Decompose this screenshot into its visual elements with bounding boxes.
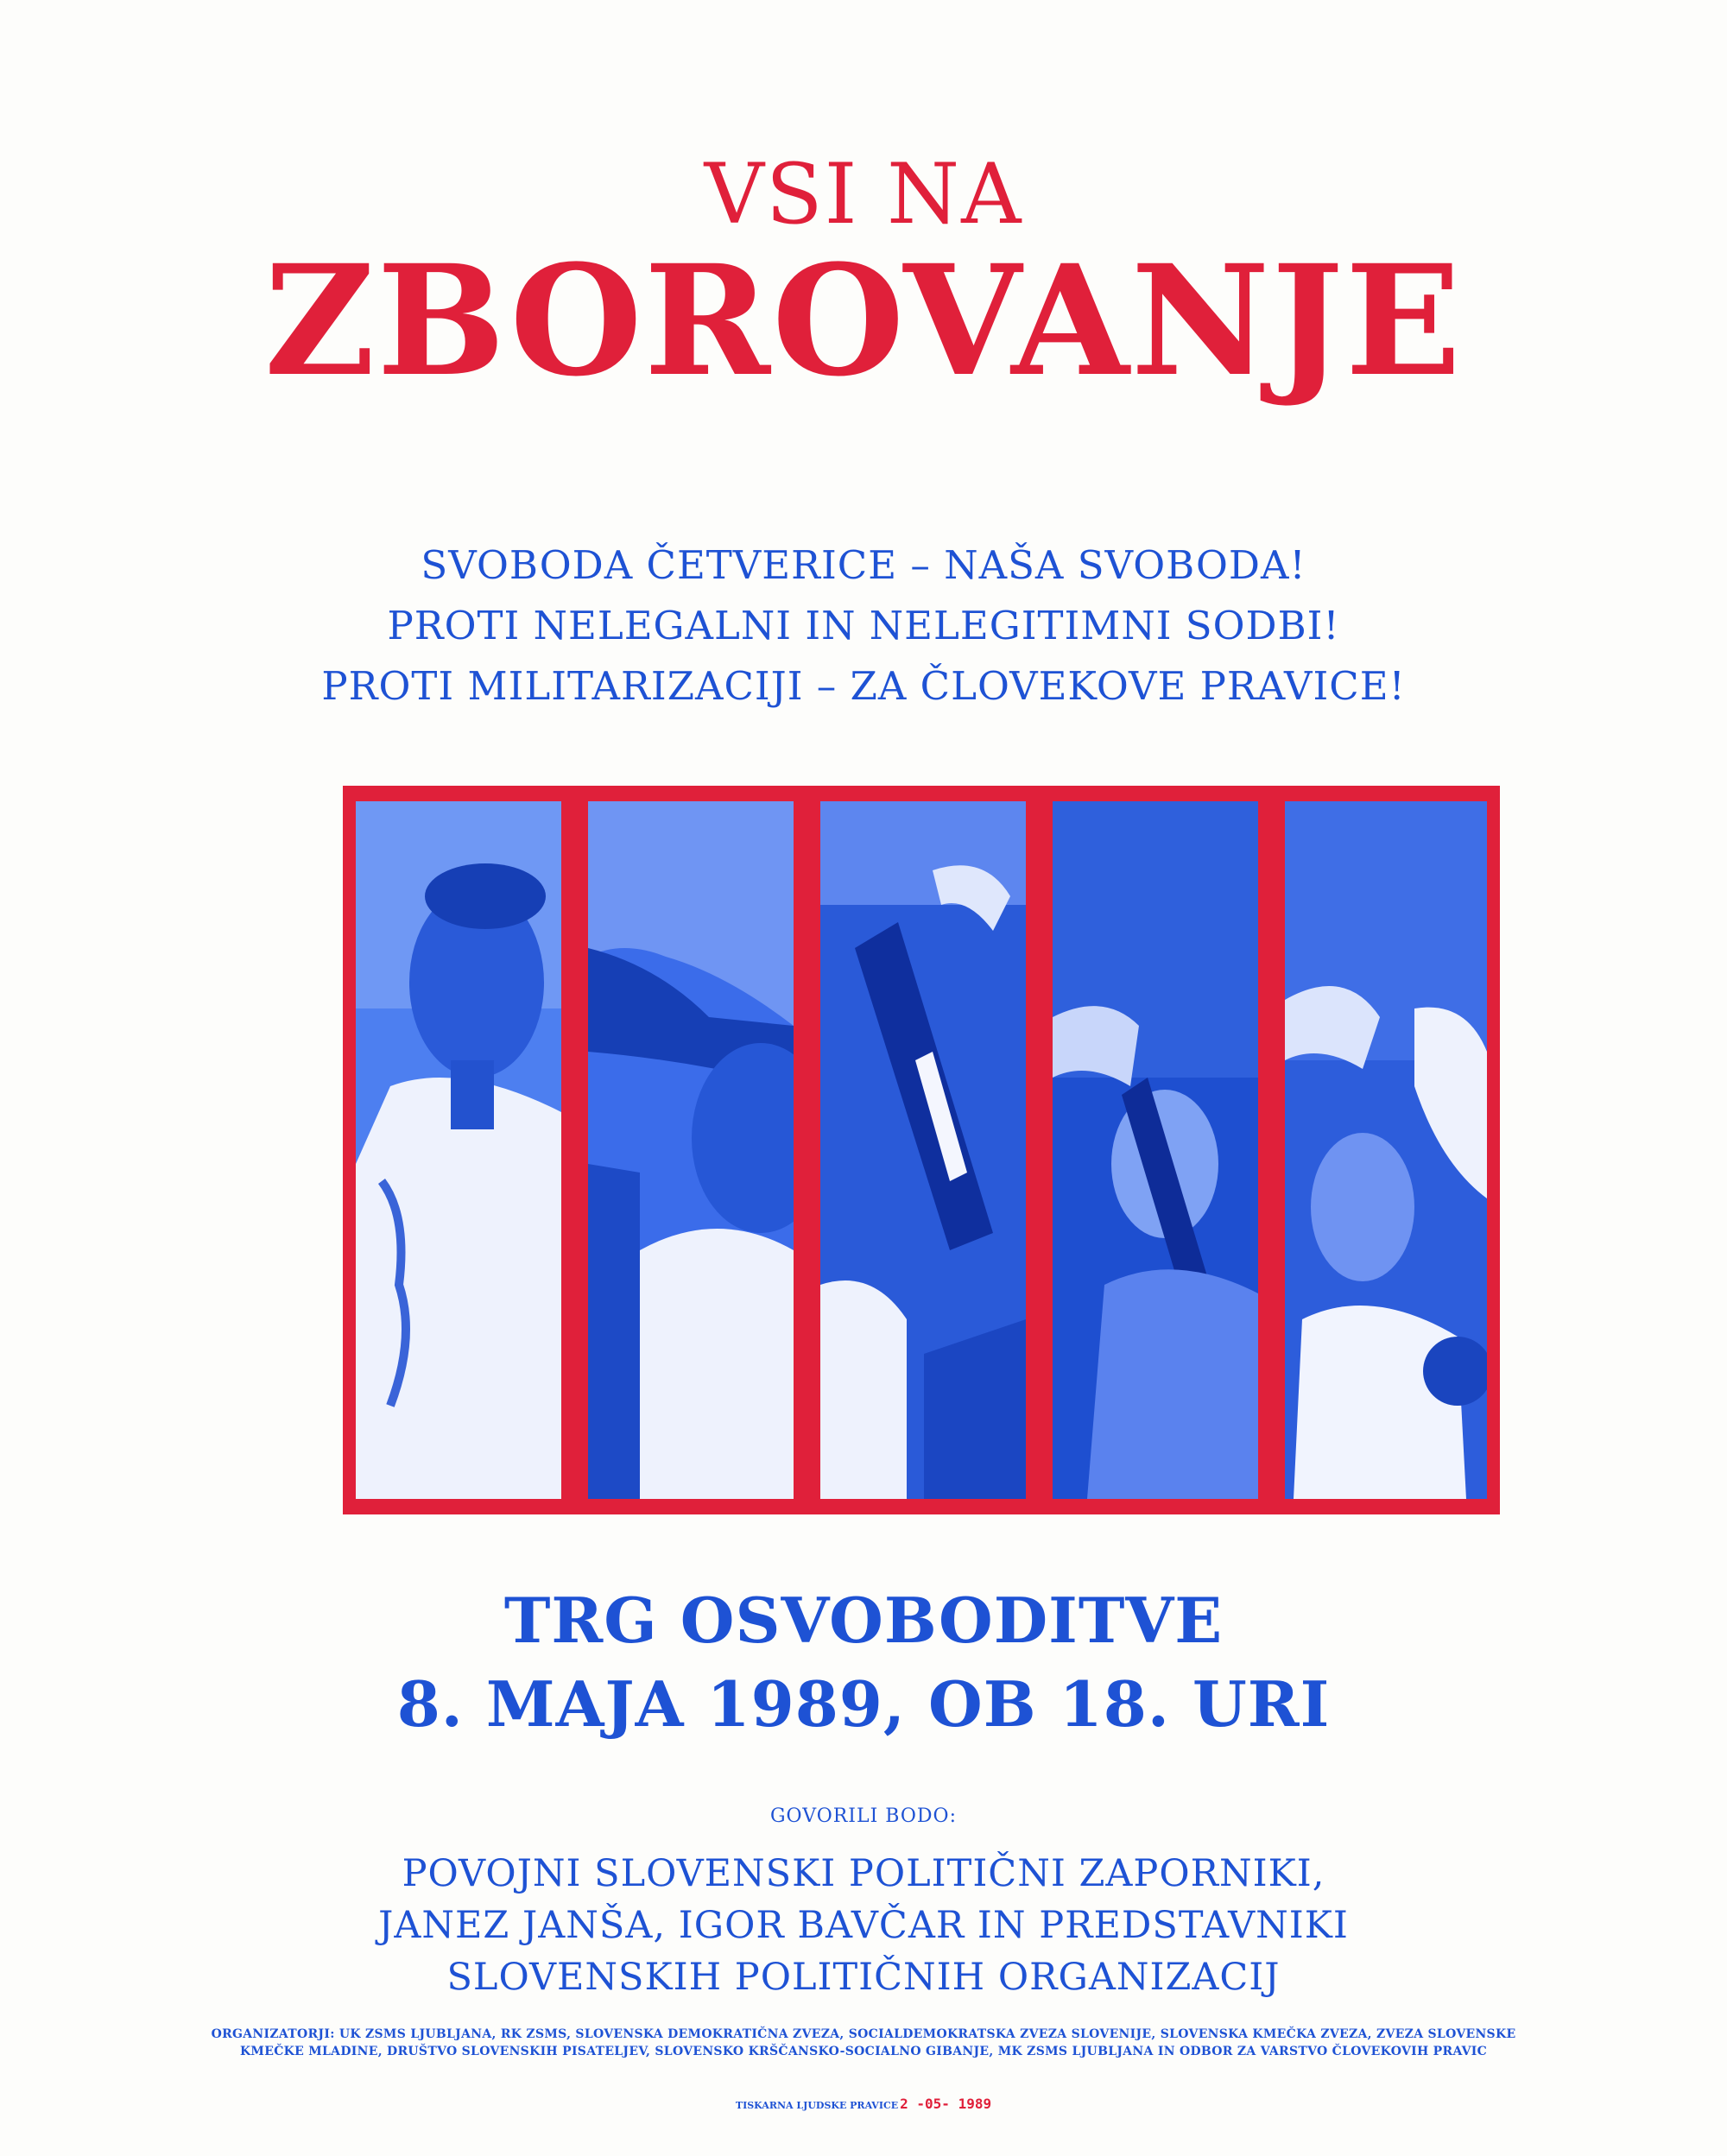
printer-name: TISKARNA LJUDSKE PRAVICE	[735, 2100, 899, 2111]
slogan-line: SVOBODA ČETVERICE – NAŠA SVOBODA!	[421, 542, 1306, 588]
speakers-line: JANEZ JANŠA, IGOR BAVČAR IN PREDSTAVNIKI	[378, 1904, 1349, 1947]
printer-imprint	[0, 2096, 1727, 2114]
slogan-line: PROTI MILITARIZACIJI – ZA ČLOVEKOVE PRAVICE!	[321, 663, 1406, 709]
event-location: TRG OSVOBODITVE	[503, 1584, 1224, 1657]
photo-panel-2	[588, 801, 794, 1499]
slogans	[0, 535, 1727, 717]
speakers-list	[0, 1848, 1727, 2003]
photo-panel-4	[1053, 801, 1258, 1499]
speakers-line: POVOJNI SLOVENSKI POLITIČNI ZAPORNIKI,	[402, 1852, 1325, 1895]
photo-panel-5	[1285, 801, 1487, 1499]
speakers-label: GOVORILI BODO:	[769, 1805, 957, 1827]
speakers-line: SLOVENSKIH POLITIČNIH ORGANIZACIJ	[446, 1956, 1281, 1999]
slogan-line: PROTI NELEGALNI IN NELEGITIMNI SODBI!	[387, 603, 1340, 648]
organizers-line: ORGANIZATORJI: UK ZSMS LJUBLJANA, RK ZSMS, SLOVENSKA DEMOKRATIČNA ZVEZA, SOCIALDEMOKRATSKA ZVEZA SLOVENIJE, SLOVENSKA KMEČKA ZVEZA, ZVEZA SLOVENSKE	[211, 2027, 1516, 2041]
event-datetime: 8. MAJA 1989, OB 18. URI	[396, 1667, 1331, 1741]
photo-panel-3	[820, 801, 1026, 1499]
photo-bars-frame	[343, 786, 1500, 1514]
printer-date-stamp: 2 -05- 1989	[900, 2096, 992, 2112]
photo-panel-1	[356, 801, 561, 1499]
organizers	[0, 2026, 1727, 2060]
headline-top: VSI NA	[704, 146, 1023, 243]
organizers-line: KMEČKE MLADINE, DRUŠTVO SLOVENSKIH PISATELJEV, SLOVENSKO KRŠČANSKO-SOCIALNO GIBANJE, MK ZSMS LJUBLJANA IN ODBOR ZA VARSTVO ČLOVEKOVIH PRAVIC	[239, 2045, 1488, 2058]
headline-main: ZBOROVANJE	[263, 231, 1464, 410]
